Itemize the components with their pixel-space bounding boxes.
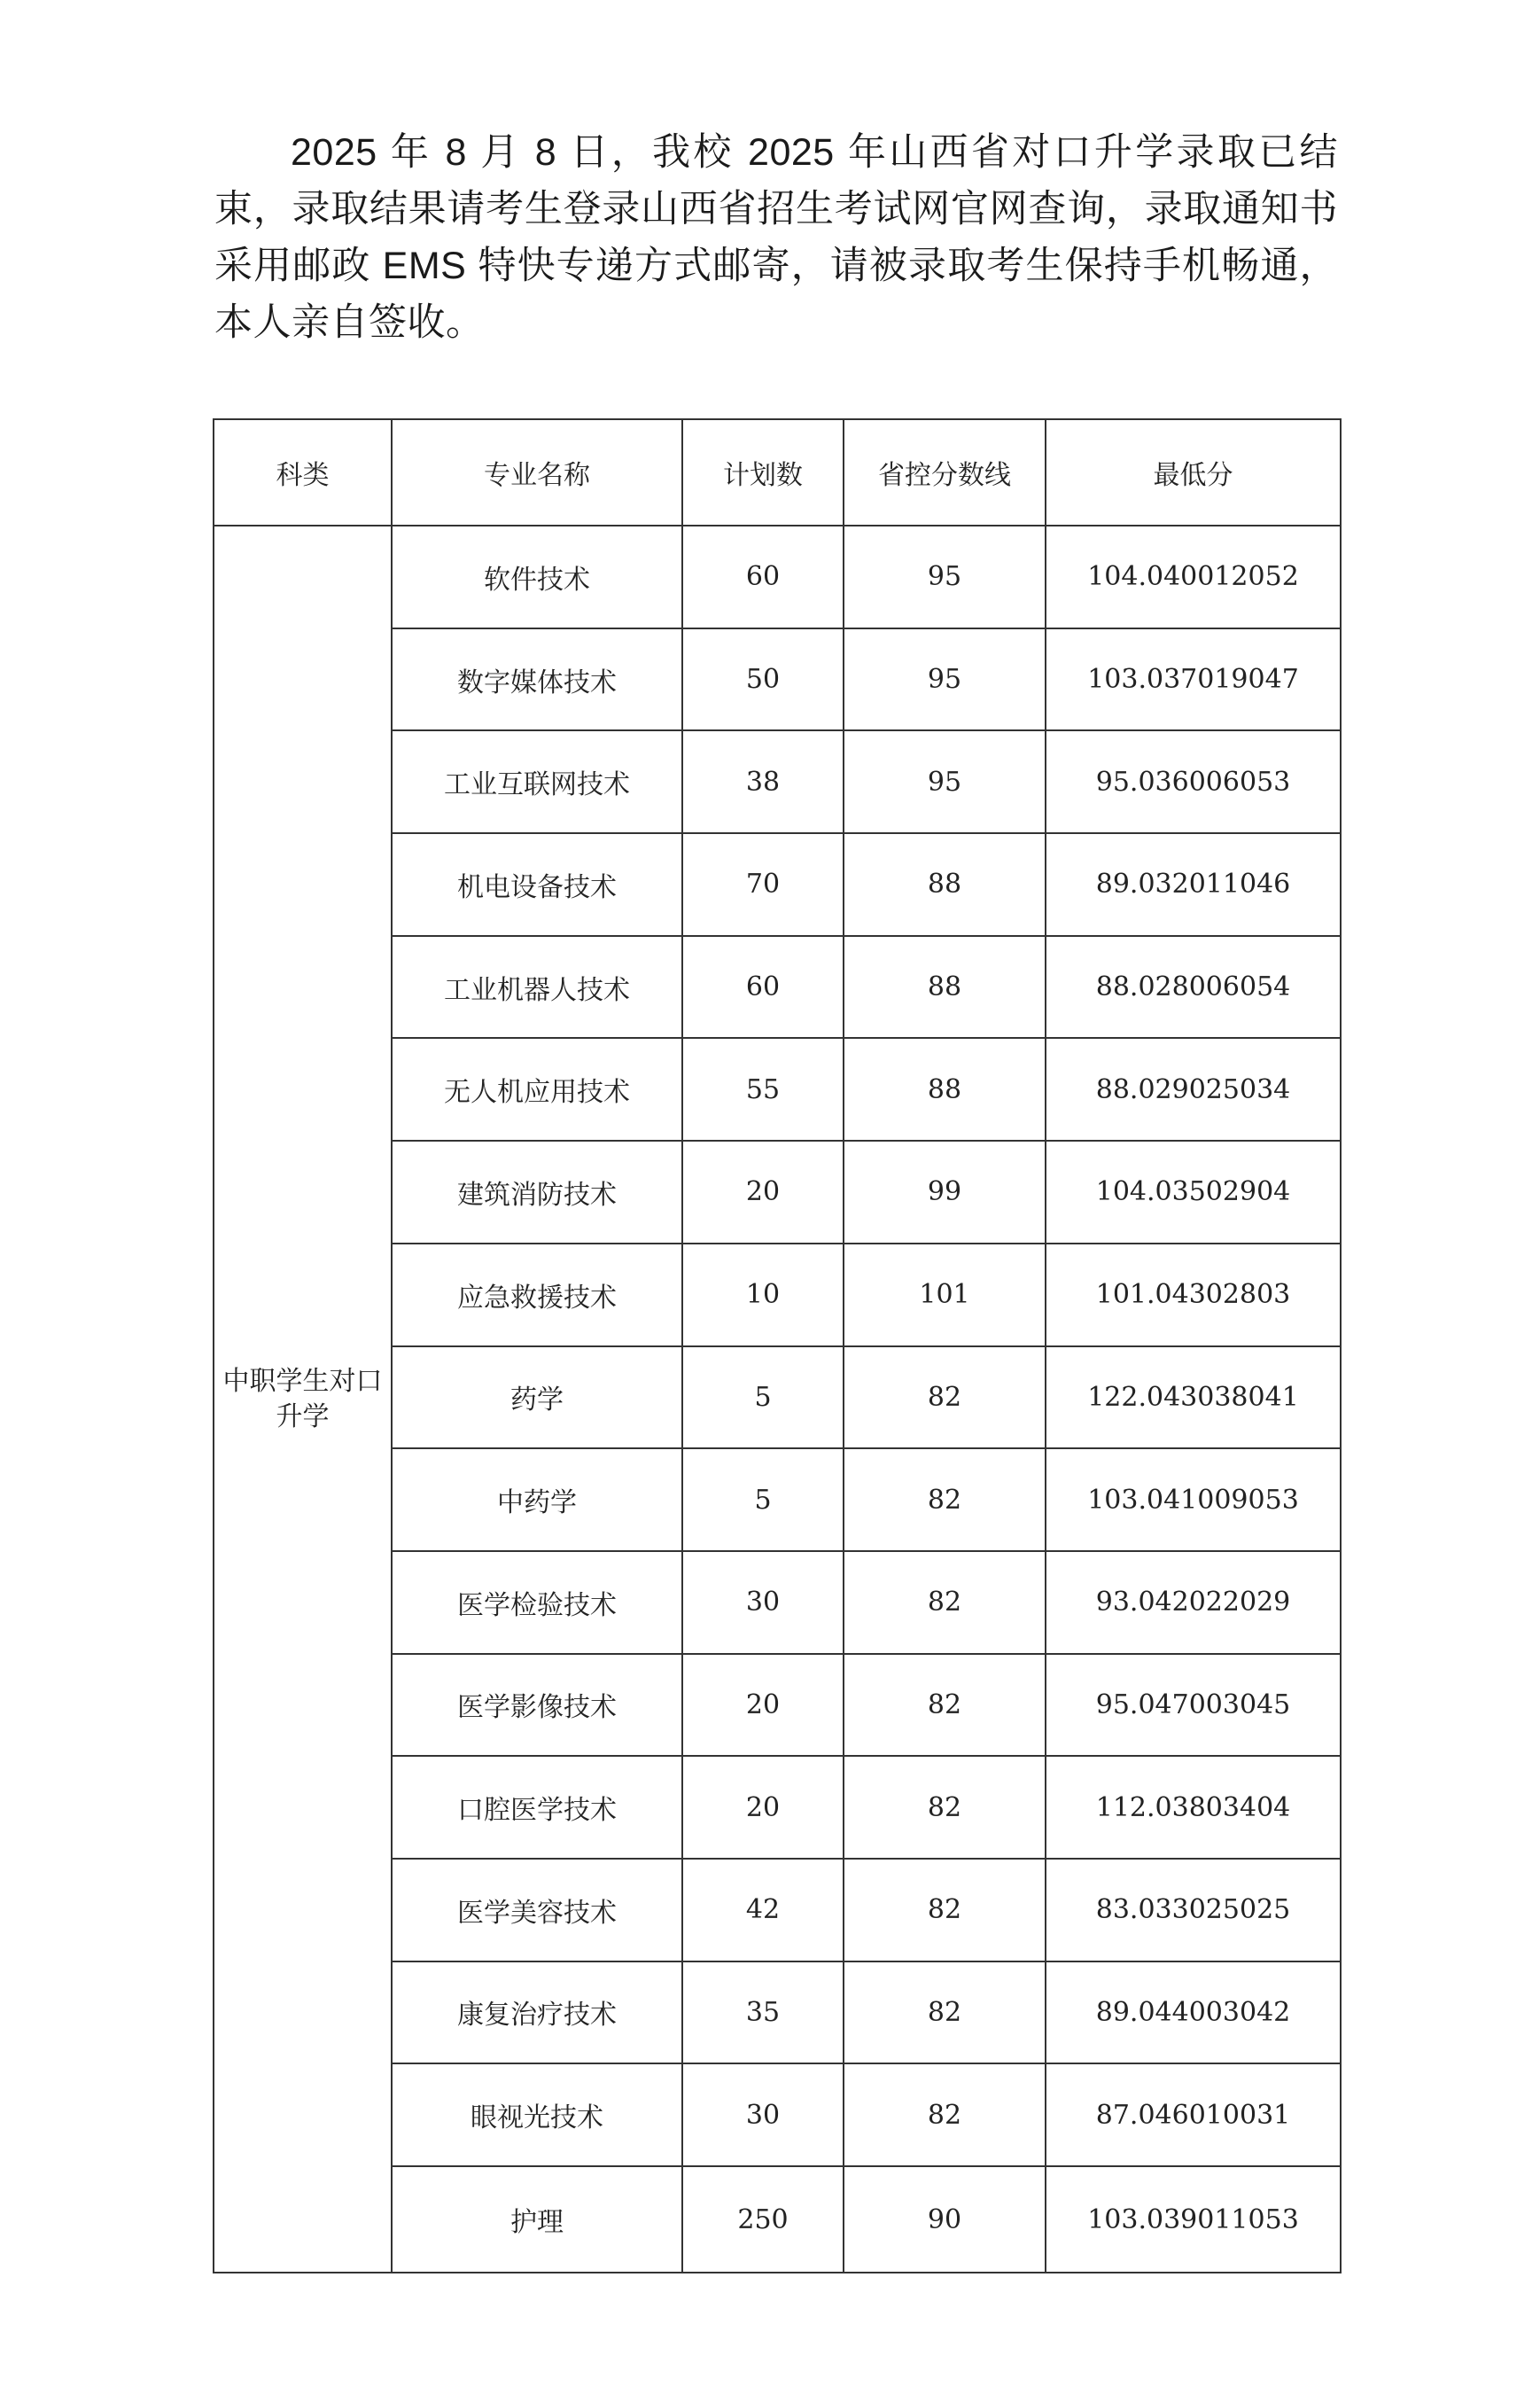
min-score-cell: 104.03502904 xyxy=(1046,1141,1341,1244)
major-cell: 应急救援技术 xyxy=(392,1244,682,1346)
control-line-cell: 88 xyxy=(844,833,1046,936)
table-header xyxy=(214,419,1341,526)
header-category: 科类 xyxy=(214,419,392,526)
control-line-cell: 82 xyxy=(844,1756,1046,1859)
major-cell: 无人机应用技术 xyxy=(392,1038,682,1141)
min-score-cell: 103.037019047 xyxy=(1046,628,1341,731)
header-min-score: 最低分 xyxy=(1046,419,1341,526)
control-line-cell: 90 xyxy=(844,2166,1046,2273)
table-row xyxy=(214,526,1341,628)
min-score-cell: 95.047003045 xyxy=(1046,1654,1341,1757)
header-row xyxy=(214,419,1341,526)
min-score-cell: 95.036006053 xyxy=(1046,730,1341,833)
plan-cell: 38 xyxy=(682,730,844,833)
plan-cell: 5 xyxy=(682,1448,844,1551)
plan-cell: 20 xyxy=(682,1756,844,1859)
min-score-cell: 101.04302803 xyxy=(1046,1244,1341,1346)
plan-cell: 60 xyxy=(682,526,844,628)
major-cell: 工业互联网技术 xyxy=(392,730,682,833)
major-cell: 眼视光技术 xyxy=(392,2063,682,2166)
control-line-cell: 101 xyxy=(844,1244,1046,1346)
category-cell: 中职学生对口升学 xyxy=(214,526,392,2273)
header-major: 专业名称 xyxy=(392,419,682,526)
admission-results-table xyxy=(213,418,1342,2273)
control-line-cell: 82 xyxy=(844,2063,1046,2166)
control-line-cell: 95 xyxy=(844,730,1046,833)
min-score-cell: 103.039011053 xyxy=(1046,2166,1341,2273)
min-score-cell: 122.043038041 xyxy=(1046,1346,1341,1449)
min-score-cell: 93.042022029 xyxy=(1046,1551,1341,1654)
plan-cell: 30 xyxy=(682,1551,844,1654)
plan-cell: 35 xyxy=(682,1961,844,2064)
min-score-cell: 104.040012052 xyxy=(1046,526,1341,628)
plan-cell: 70 xyxy=(682,833,844,936)
admission-notice-paragraph: 2025 年 8 月 8 日，我校 2025 年山西省对口升学录取已结束，录取结果请考生登录山西省招生考试网官网查询，录取通知书采用邮政 EMS 特快专递方式邮寄，请被录取考生保持手机畅通，本人亲自签收。 xyxy=(214,131,1338,344)
min-score-cell: 88.028006054 xyxy=(1046,936,1341,1039)
major-cell: 康复治疗技术 xyxy=(392,1961,682,2064)
control-line-cell: 88 xyxy=(844,1038,1046,1141)
major-cell: 药学 xyxy=(392,1346,682,1449)
control-line-cell: 99 xyxy=(844,1141,1046,1244)
major-cell: 医学美容技术 xyxy=(392,1859,682,1961)
min-score-cell: 103.041009053 xyxy=(1046,1448,1341,1551)
control-line-cell: 82 xyxy=(844,1859,1046,1961)
plan-cell: 250 xyxy=(682,2166,844,2273)
min-score-cell: 89.032011046 xyxy=(1046,833,1341,936)
control-line-cell: 82 xyxy=(844,1654,1046,1757)
control-line-cell: 95 xyxy=(844,526,1046,628)
major-cell: 医学影像技术 xyxy=(392,1654,682,1757)
control-line-cell: 82 xyxy=(844,1346,1046,1449)
plan-cell: 50 xyxy=(682,628,844,731)
min-score-cell: 83.033025025 xyxy=(1046,1859,1341,1961)
plan-cell: 55 xyxy=(682,1038,844,1141)
major-cell: 中药学 xyxy=(392,1448,682,1551)
min-score-cell: 112.03803404 xyxy=(1046,1756,1341,1859)
major-cell: 工业机器人技术 xyxy=(392,936,682,1039)
plan-cell: 20 xyxy=(682,1141,844,1244)
min-score-cell: 87.046010031 xyxy=(1046,2063,1341,2166)
table-body xyxy=(214,526,1341,2273)
min-score-cell: 88.029025034 xyxy=(1046,1038,1341,1141)
header-plan: 计划数 xyxy=(682,419,844,526)
major-cell: 软件技术 xyxy=(392,526,682,628)
plan-cell: 5 xyxy=(682,1346,844,1449)
major-cell: 数字媒体技术 xyxy=(392,628,682,731)
major-cell: 口腔医学技术 xyxy=(392,1756,682,1859)
major-cell: 护理 xyxy=(392,2166,682,2273)
plan-cell: 42 xyxy=(682,1859,844,1961)
min-score-cell: 89.044003042 xyxy=(1046,1961,1341,2064)
control-line-cell: 95 xyxy=(844,628,1046,731)
major-cell: 医学检验技术 xyxy=(392,1551,682,1654)
plan-cell: 60 xyxy=(682,936,844,1039)
control-line-cell: 82 xyxy=(844,1551,1046,1654)
control-line-cell: 82 xyxy=(844,1961,1046,2064)
plan-cell: 10 xyxy=(682,1244,844,1346)
control-line-cell: 82 xyxy=(844,1448,1046,1551)
header-control-line: 省控分数线 xyxy=(844,419,1046,526)
control-line-cell: 88 xyxy=(844,936,1046,1039)
plan-cell: 20 xyxy=(682,1654,844,1757)
plan-cell: 30 xyxy=(682,2063,844,2166)
major-cell: 建筑消防技术 xyxy=(392,1141,682,1244)
major-cell: 机电设备技术 xyxy=(392,833,682,936)
